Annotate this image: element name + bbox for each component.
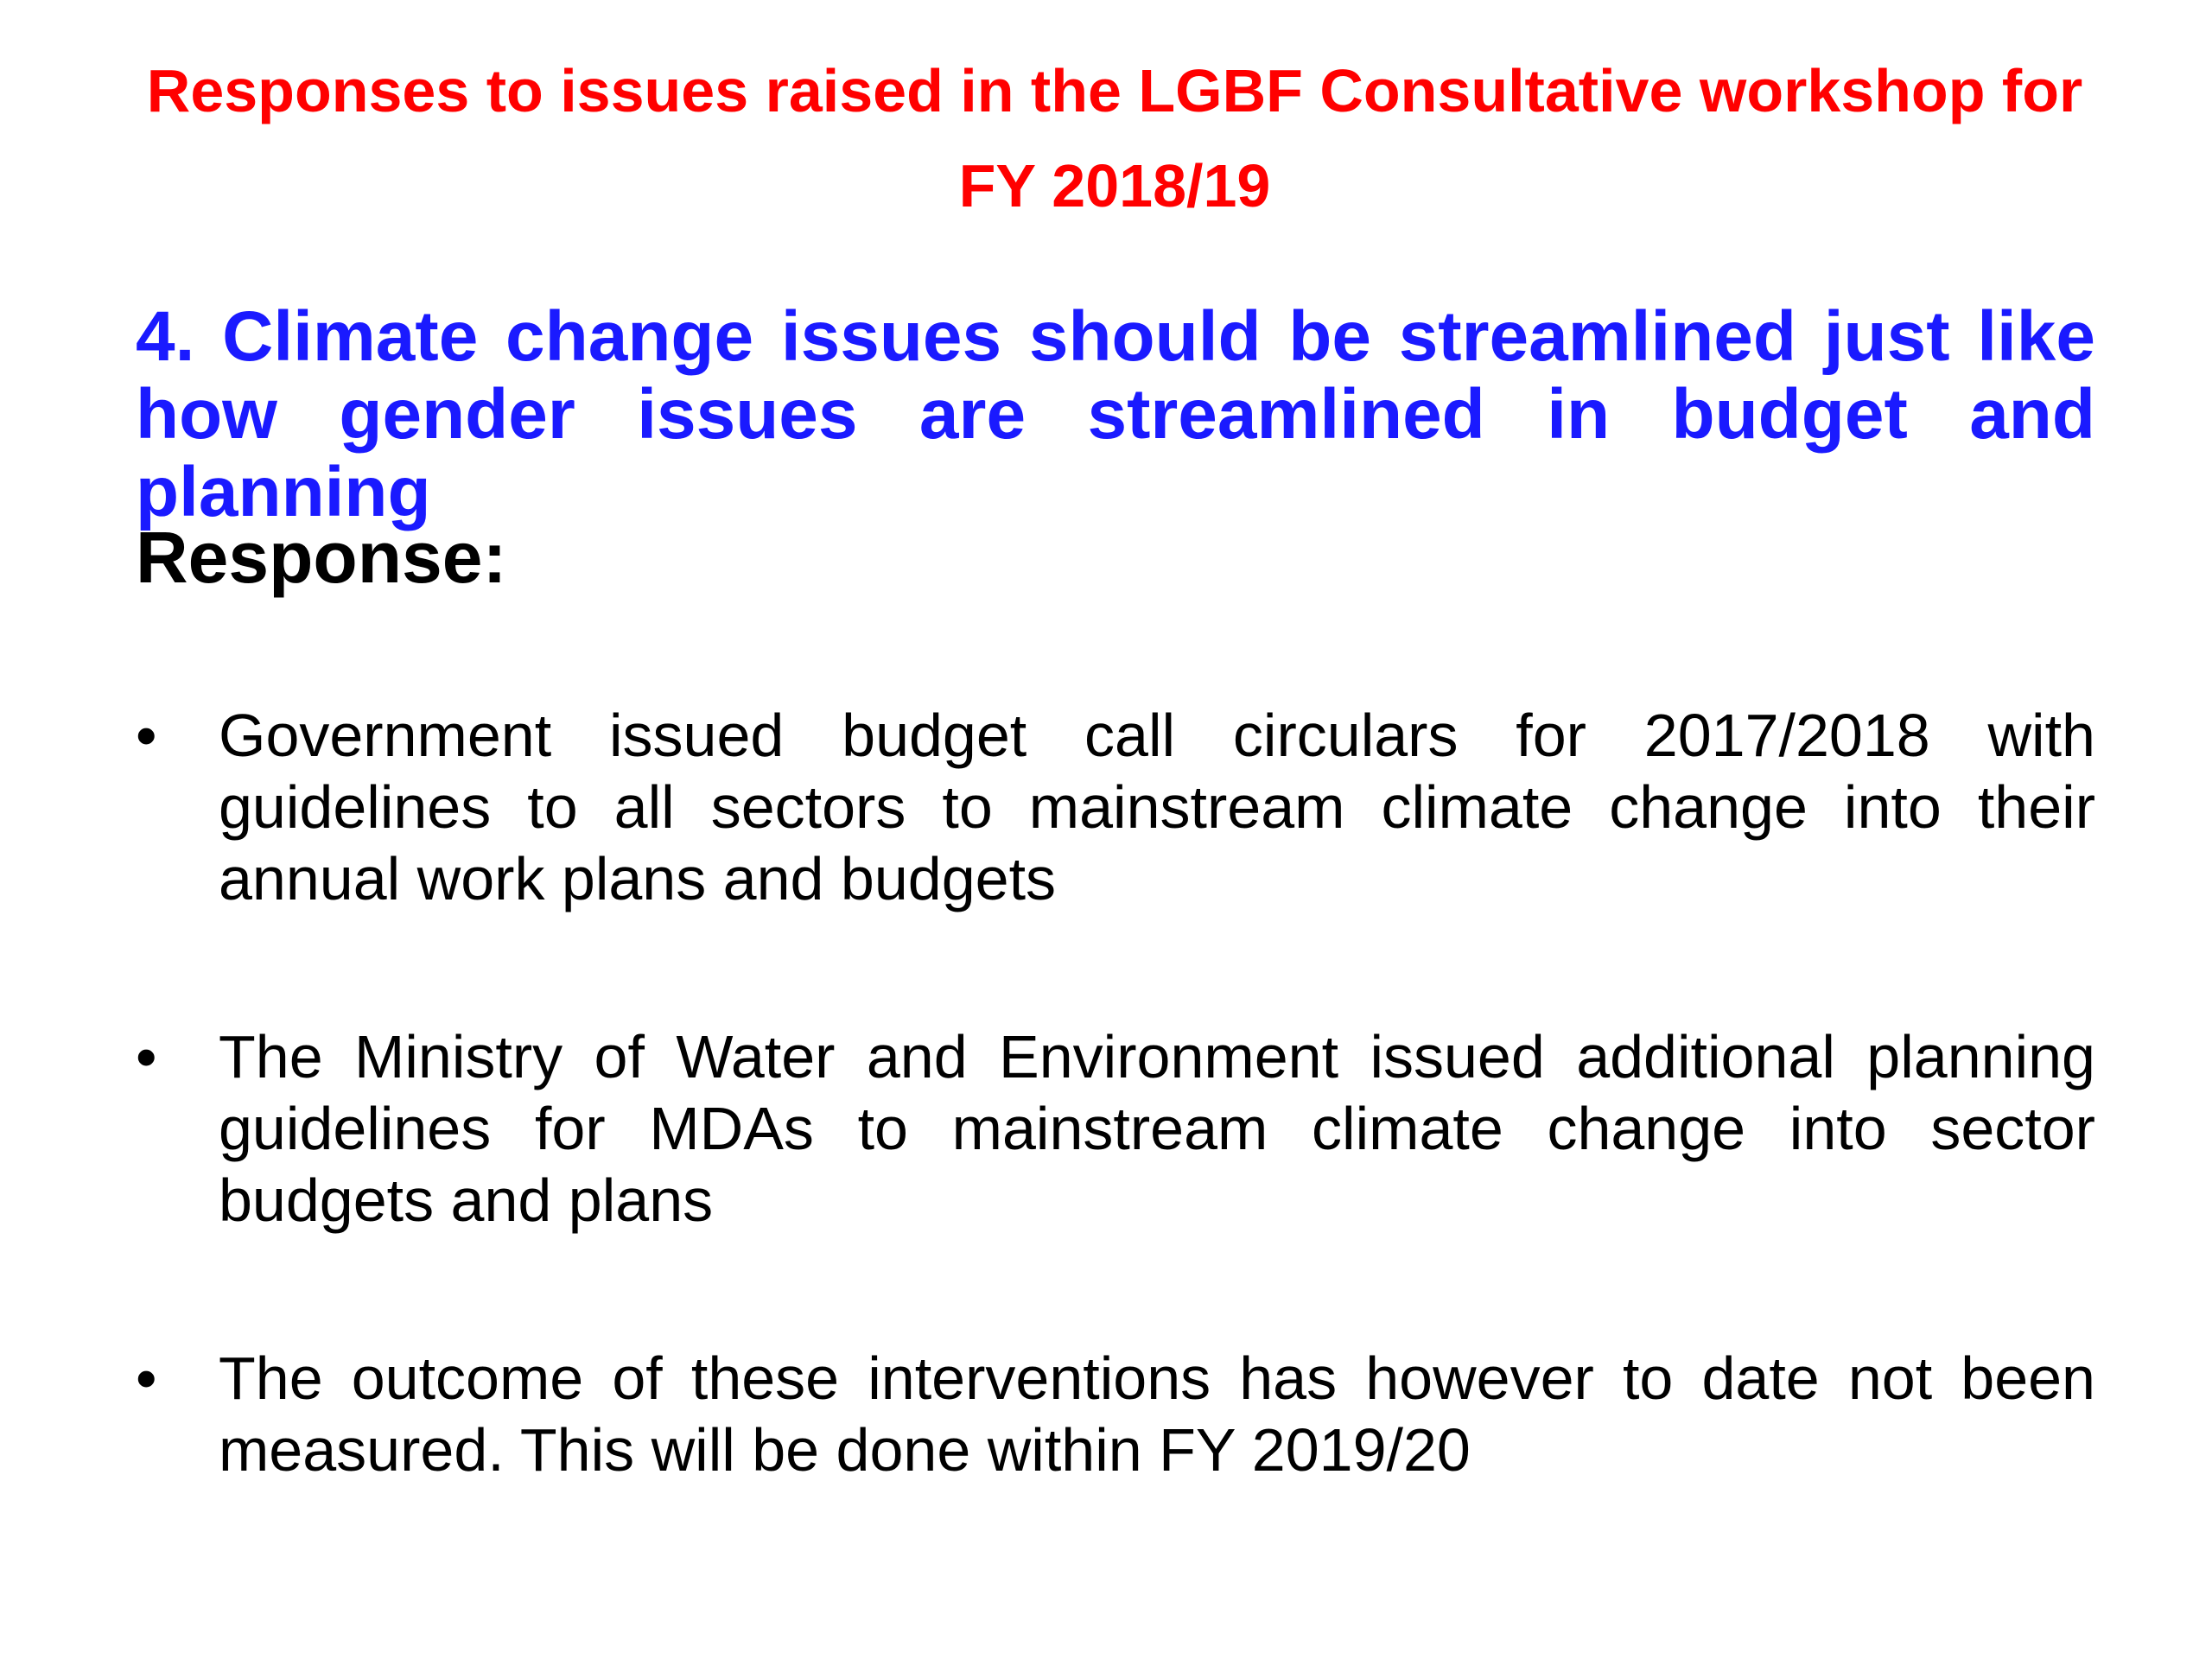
- slide-title: Responses to issues raised in the LGBF Consultative workshop for FY 2018/19: [146, 57, 2083, 219]
- bullet-icon: •: [136, 702, 157, 769]
- response-bullet-item: [136, 700, 2095, 915]
- issue-question: 4. Climate change issues should be streamlined just like how gender issues are streamlined in budget and planning: [136, 297, 2095, 531]
- response-bullet-list: [136, 700, 2095, 1486]
- bullet-text: The outcome of these interventions has however to date not been measured. This will be done within FY 2019/20: [219, 1344, 2095, 1484]
- response-heading: Response:: [136, 517, 507, 598]
- bullet-text: The Ministry of Water and Environment issued additional planning guidelines for MDAs to mainstream climate change into sector budgets and plans: [219, 1023, 2095, 1234]
- bullet-icon: •: [136, 1344, 157, 1412]
- bullet-icon: •: [136, 1023, 157, 1090]
- response-bullet-item: [136, 1021, 2095, 1236]
- response-bullet-item: [136, 1343, 2095, 1486]
- bullet-text: Government issued budget call circulars for 2017/2018 with guidelines to all sectors to mainstream climate change into their annual work plans and budgets: [219, 702, 2095, 912]
